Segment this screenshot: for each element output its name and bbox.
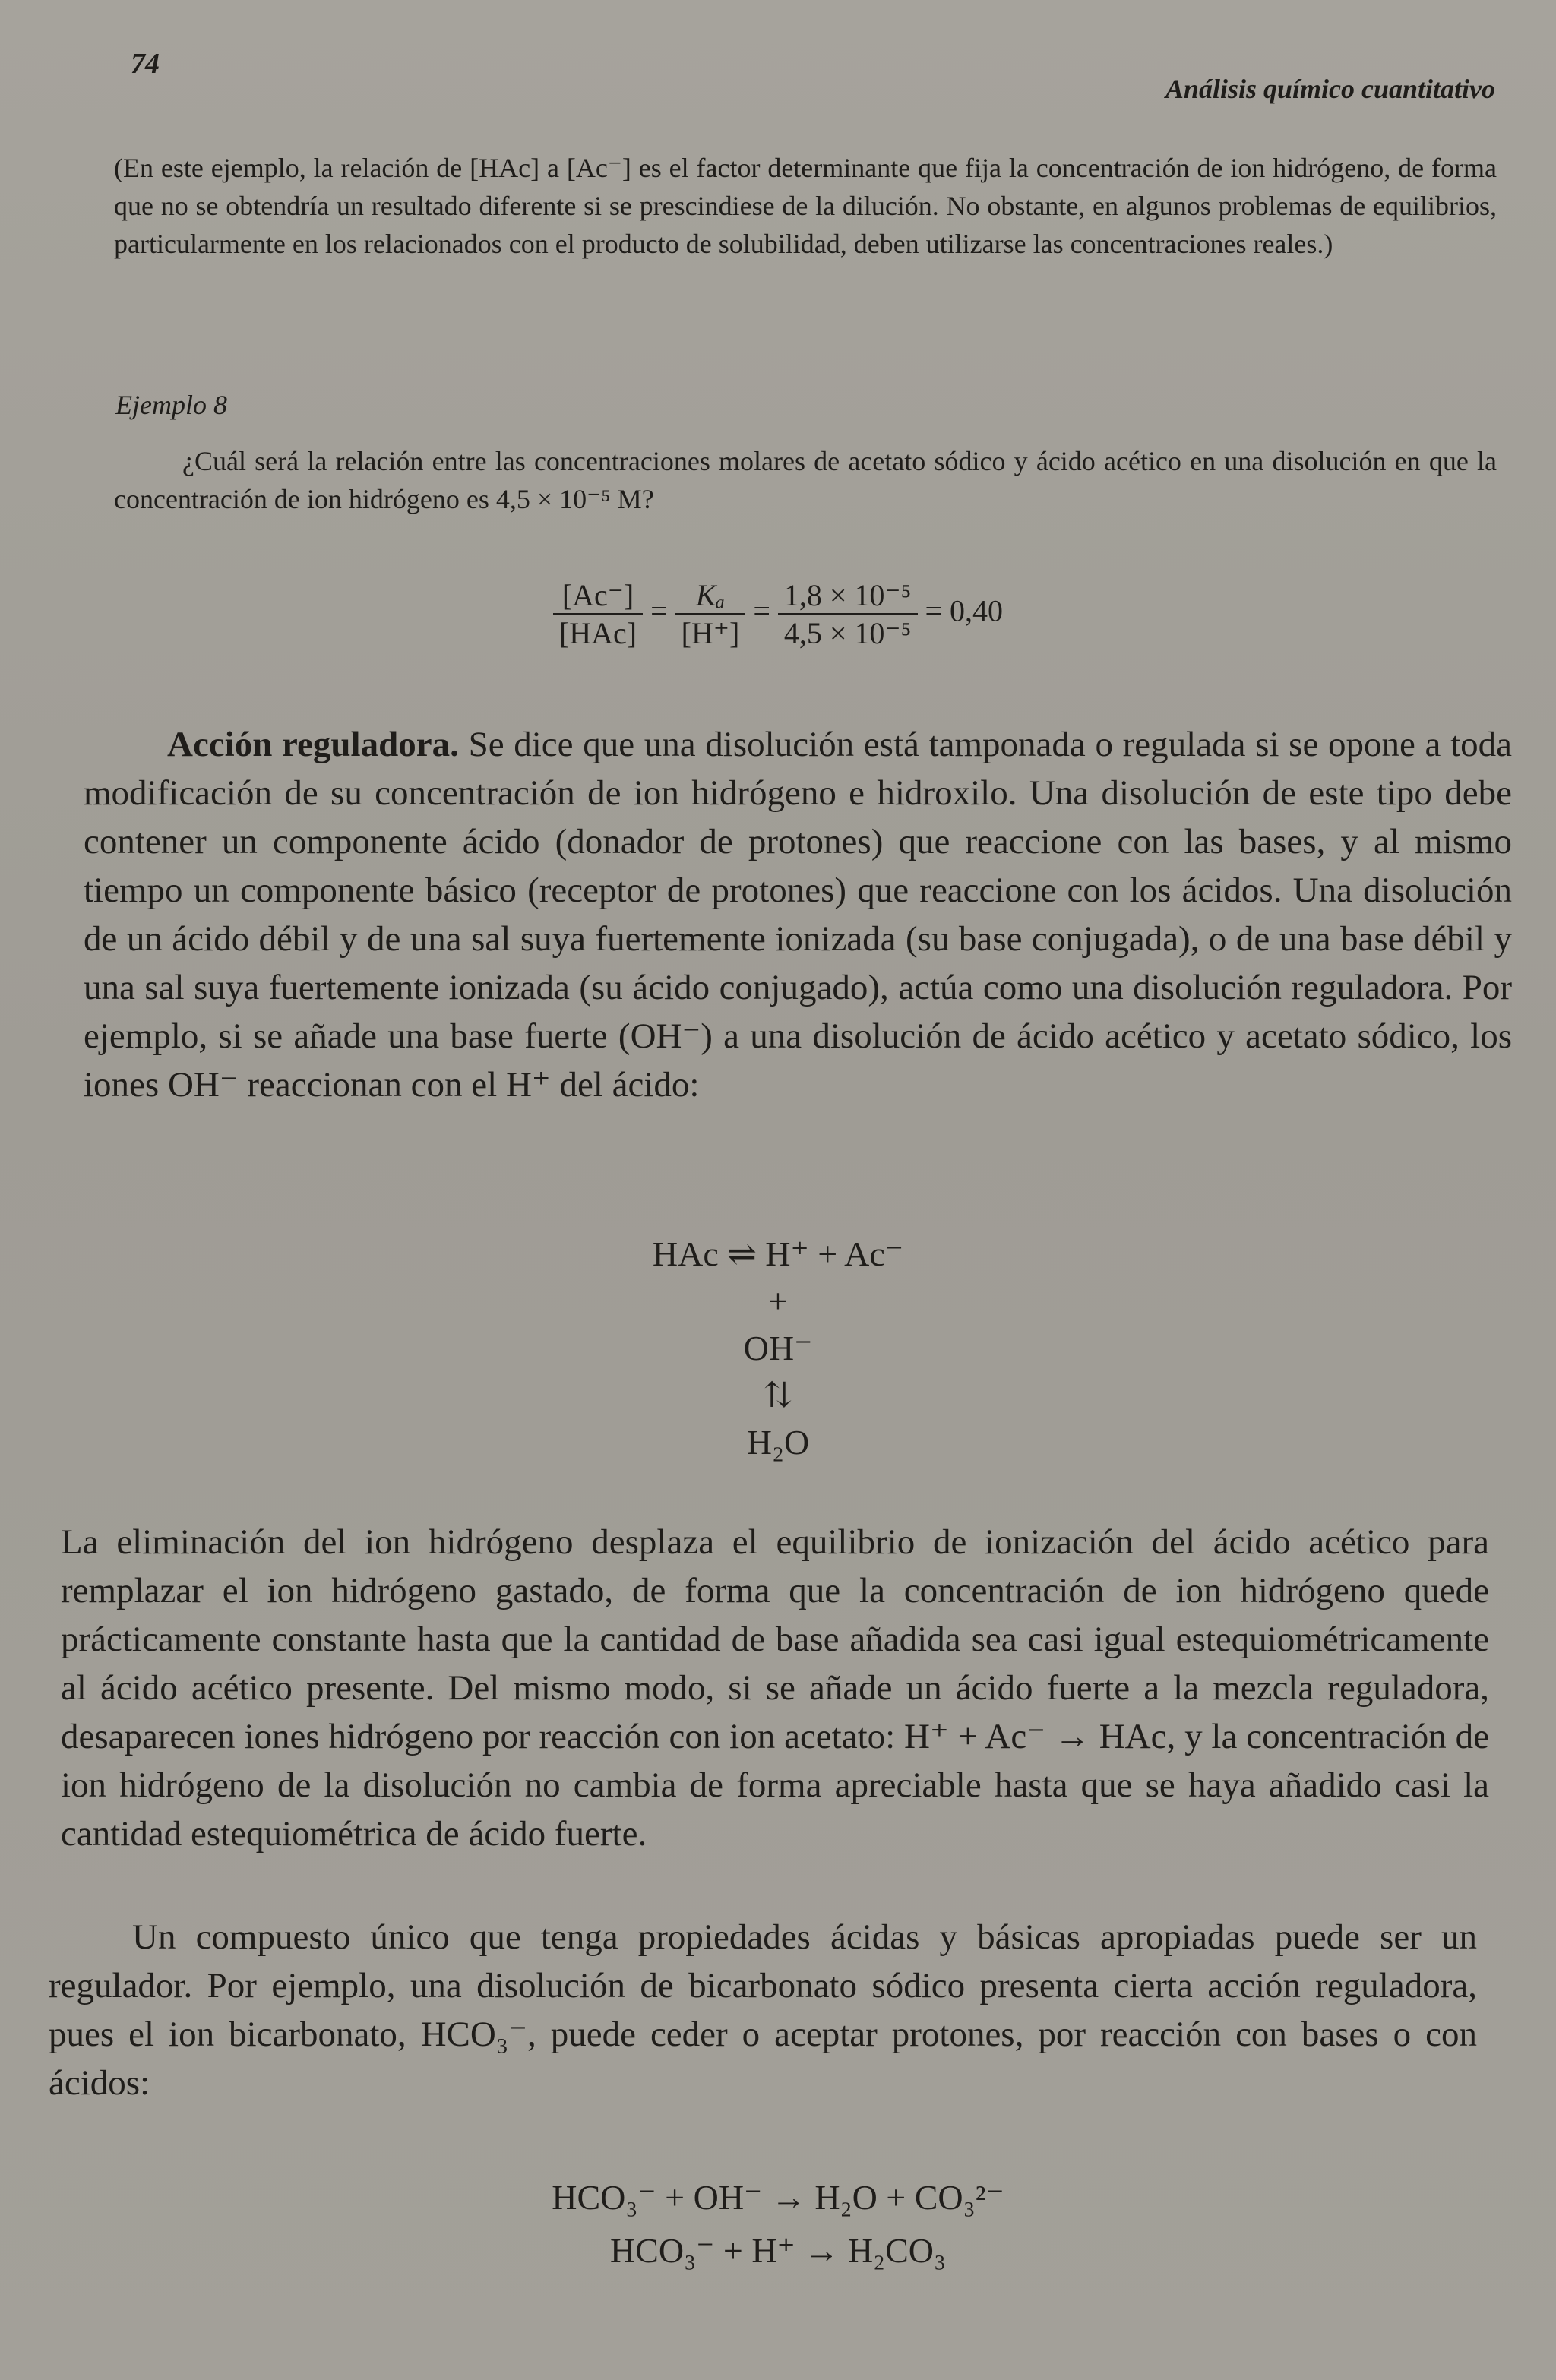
fraction-ka-h: $\frac{\text{Kₐ}}{[H^+]}$: [675, 577, 746, 651]
bicarbonate-reactions: [0, 2171, 1556, 2277]
buffer-section-para1: Acción reguladora. Se dice que una disolución está tamponada o regulada si se opone a toda modificación de su concentración de ion hidrógeno e hidroxilo. Una disolución de este tipo debe contener un componente ácido (donador de protones) que reaccione con las bases, y al mismo tiempo un componente básico (receptor de protones) que reaccione con los ácidos. Una disolución de un ácido débil y de una sal suya fuertemente ionizada (su base conjugada), o de una base débil y una sal suya fuertemente ionizada (su ácido conjugado), actúa como una disolución reguladora. Por ejemplo, si se añade una base fuerte (OH⁻) a una disolución de ácido acético y acetato sódico, los iones OH⁻ reaccionan con el H⁺ del ácido:: [84, 725, 1513, 1105]
example-question: ¿Cuál será la relación entre las concentraciones molares de acetato sódico y ácido acético en una disolución en que la concentración de ion hidrógeno es 4,5 × 10⁻⁵ M?: [114, 446, 1497, 514]
reaction-with-acid: HCO₃⁻ + H⁺ → H₂CO₃: [609, 2231, 947, 2270]
equation-result: = 0,40: [925, 593, 1004, 628]
section-heading: Acción reguladora.: [167, 725, 459, 764]
equilibrium-scheme: HAc ⇌ H⁺ + Ac⁻ + OH⁻ ⇅ H₂O: [652, 1234, 904, 1462]
fraction-ac-hac: $\frac{[Ac^-]}{\text{[HAc]}}$: [553, 577, 643, 651]
page-number: 74: [131, 48, 160, 80]
buffer-section-para3: Un compuesto único que tenga propiedades ácidas y básicas apropiadas puede ser un regulador. Por ejemplo, una disolución de bicarbonato sódico presenta cierta acción reguladora, pues el ion bicarbonato, HCO₃⁻, puede ceder o aceptar protones, por reacción con bases o con ácidos:: [49, 1917, 1477, 2103]
example-label: Ejemplo 8: [115, 390, 227, 420]
running-title: Análisis químico cuantitativo: [1165, 74, 1495, 104]
example-equation: $\frac{[Ac^-]}{\text{[HAc]}}$ = $\frac{\text{Kₐ}}{[H^+]}$ = $\frac{\text{1,8 × 10⁻⁵}}{\text{4,5 × 10⁻⁵}}$ = 0,40: [0, 577, 1556, 651]
reaction-with-base: HCO₃⁻ + OH⁻ → H₂O + CO₃²⁻: [552, 2178, 1004, 2217]
note-paragraph: (En este ejemplo, la relación de [HAc] a [Ac⁻] es el factor determinante que fija la concentración de ion hidrógeno, de forma que no se obtendría un resultado diferente si se prescindiese de la dilución. No obstante, en algunos problemas de equilibrios, particularmente en los relacionados con el producto de solubilidad, deben utilizarse las concentraciones reales.): [114, 153, 1497, 259]
fraction-values: $\frac{\text{1,8 × 10⁻⁵}}{\text{4,5 × 10⁻⁵}}$: [778, 577, 918, 651]
buffer-section-para2: La eliminación del ion hidrógeno desplaza el equilibrio de ionización del ácido acético para remplazar el ion hidrógeno gastado, de forma que la concentración de ion hidrógeno quede prácticamente constante hasta que la cantidad de base añadida sea casi igual estequiométricamente al ácido acético presente. Del mismo modo, si se añade un ácido fuerte a la mezcla reguladora, desaparecen iones hidrógeno por reacción con ion acetato: H⁺ + Ac⁻ → HAc, y la concentración de ion hidrógeno de la disolución no cambia de forma apreciable hasta que se haya añadido casi la cantidad estequiométrica de ácido fuerte.: [61, 1522, 1489, 1854]
